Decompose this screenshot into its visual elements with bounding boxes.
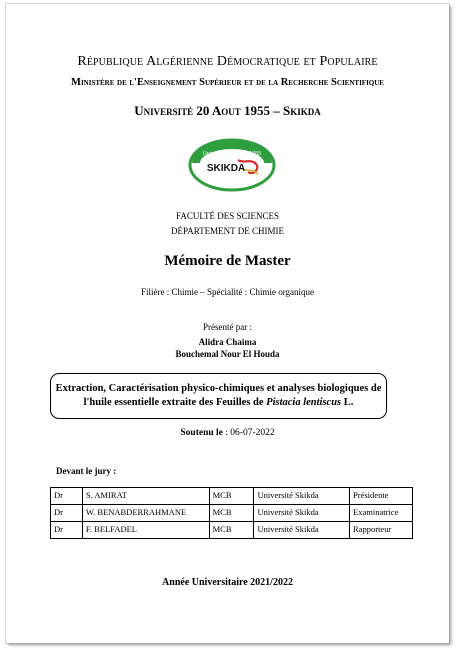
defense-label: Soutenu le (180, 428, 223, 438)
table-row (51, 505, 413, 522)
logo-arc-text: Université 20 Août 1955 (202, 151, 262, 157)
thesis-title-prefix: l'huile essentielle extraite des Feuilles de (83, 397, 267, 408)
jury-institution-cell: Université Skikda (254, 505, 350, 522)
thesis-title-box (50, 373, 387, 419)
jury-grade-cell: MCB (209, 488, 254, 505)
jury-role-cell: Rapporteur (350, 522, 413, 539)
document-type-title: Mémoire de Master (164, 253, 291, 269)
jury-table (50, 487, 413, 539)
filiere-line: Filière : Chimie – Spécialité : Chimie organique (140, 287, 315, 297)
jury-member-name: F. BELFADEL (82, 522, 209, 539)
thesis-title-line2 (84, 396, 354, 410)
jury-grade-cell: MCB (209, 522, 254, 539)
jury-member-name: W. BENABDERRAHMANE (82, 505, 209, 522)
defense-date-line (6, 428, 449, 438)
table-row (51, 522, 413, 539)
jury-title-cell: Dr (51, 505, 83, 522)
jury-label: Devant le jury : (56, 466, 117, 476)
defense-date: : 06-07-2022 (222, 428, 275, 438)
presented-by-label: Présenté par : (203, 322, 252, 332)
jury-grade-cell: MCB (209, 505, 254, 522)
university-heading: Université 20 Aout 1955 – Skikda (134, 103, 321, 118)
university-logo (188, 138, 276, 192)
faculty-name: FACULTÉ DES SCIENCES (175, 211, 280, 221)
department-name: DÉPARTEMENT DE CHIMIE (171, 226, 284, 236)
thesis-title-suffix: L. (341, 397, 354, 408)
table-row (51, 488, 413, 505)
jury-role-cell: Présidente (350, 488, 413, 505)
document-page (6, 4, 449, 643)
jury-role-cell: Examinatrice (350, 505, 413, 522)
academic-year: Année Universitaire 2021/2022 (162, 577, 293, 588)
jury-title-cell: Dr (51, 522, 83, 539)
republic-heading: République Algérienne Démocratique et Populaire (77, 54, 378, 69)
jury-member-name: S. AMIRAT (82, 488, 209, 505)
author-name: Alidra Chaima (198, 337, 257, 347)
ministry-heading: Ministère de l'Enseignement Supérieur et de la Recherche Scientifique (71, 77, 384, 88)
jury-institution-cell: Université Skikda (254, 522, 350, 539)
jury-institution-cell: Université Skikda (254, 488, 350, 505)
logo-name: SKIKDA (206, 163, 246, 174)
species-name: Pistacia lentiscus (266, 397, 342, 408)
author-name: Bouchemal Nour El Houda (175, 349, 280, 359)
jury-title-cell: Dr (51, 488, 83, 505)
thesis-title-line1: Extraction, Caractérisation physico-chimiques et analyses biologiques de (55, 383, 382, 394)
